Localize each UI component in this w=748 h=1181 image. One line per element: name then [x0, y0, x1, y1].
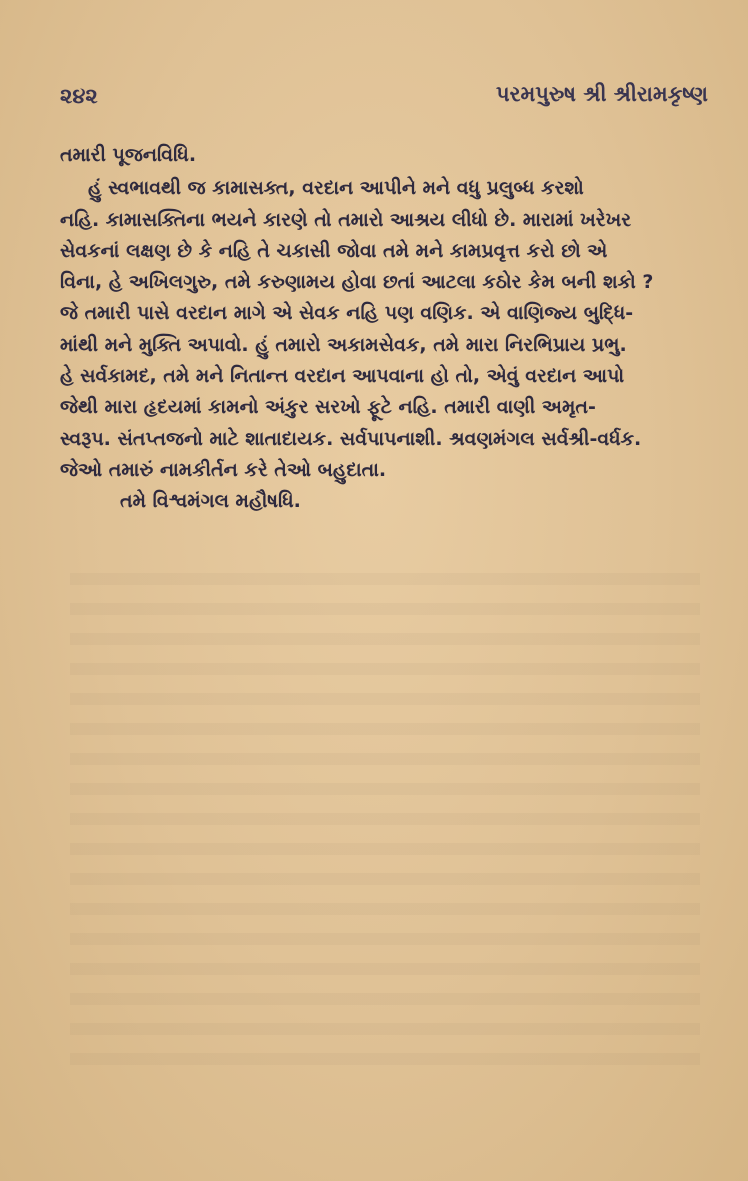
- paragraph-line: હે સર્વકામદ, તમે મને નિતાન્ત વરદાન આપવાના હો તો, એવું વરદાન આપો: [60, 365, 625, 388]
- paragraph-line: તમારી પૂજનવિધિ.: [60, 144, 197, 166]
- page-body: [60, 140, 720, 518]
- paragraph-line: સેવકનાં લક્ષણ છે કે નહિ તે ચકાસી જોવા તમે મને કામપ્રવૃત્ત કરો છો એ: [60, 239, 608, 262]
- bleed-through-texture: [70, 555, 700, 1075]
- running-head: પરમપુરુષ શ્રી શ્રીરામકૃષ્ણ: [495, 82, 708, 106]
- paragraph-line: માંથી મને મુક્તિ અપાવો. હું તમારો અકામસેવક, તમે મારા નિરભિપ્રાય પ્રભુ.: [60, 333, 627, 356]
- paragraph-line: જેથી મારા હૃદયમાં કામનો અંકુર સરખો ફૂટે નહિ. તમારી વાણી અમૃત-: [60, 396, 596, 419]
- paragraph-line: નહિ. કામાસક્તિના ભયને કારણે તો તમારો આશ્રય લીધો છે. મારામાં ખરેખર: [60, 208, 632, 231]
- paragraph-line: જે તમારી પાસે વરદાન માગે એ સેવક નહિ પણ વણિક. એ વાણિજ્ય બુદ્ધિ-: [60, 302, 634, 325]
- page-number: ૨૪૨: [60, 84, 98, 108]
- paragraph-line: હું સ્વભાવથી જ કામાસક્ત, વરદાન આપીને મને વધુ પ્રલુબ્ધ કરશો: [88, 177, 584, 200]
- paragraph-line: તમે વિશ્વમંગલ મહૌષધિ.: [120, 490, 301, 513]
- paragraph-line: વિના, હે અખિલગુરુ, તમે કરુણામય હોવા છતાં આટલા કઠોર કેમ બની શકો ?: [60, 271, 654, 294]
- paragraph-line: જેઓ તમારું નામકીર્તન કરે તેઓ બહુદાતા.: [60, 458, 387, 481]
- paragraph-line: સ્વરૂપ. સંતપ્તજનો માટે શાતાદાયક. સર્વપાપનાશી. શ્રવણમંગલ સર્વશ્રી-વર્ધક.: [60, 427, 642, 450]
